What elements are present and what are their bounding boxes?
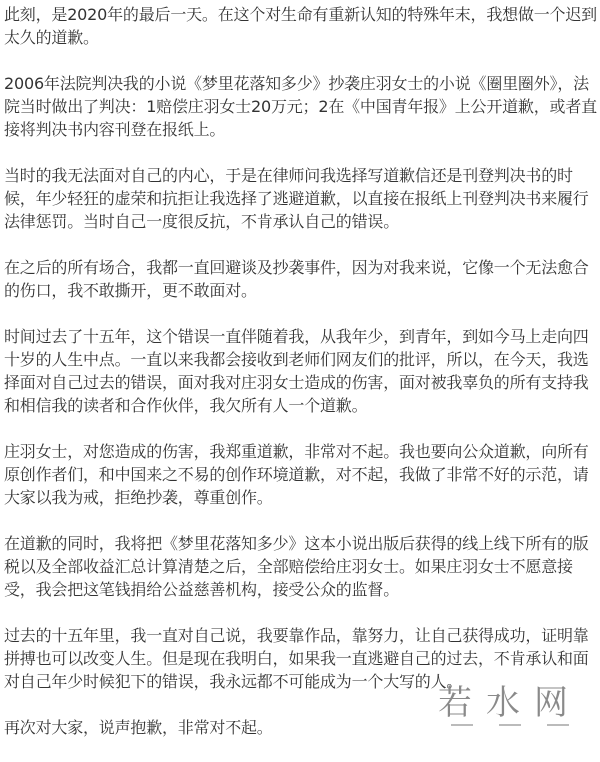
paragraph	[4, 72, 598, 141]
paragraph	[4, 3, 598, 49]
watermark-subtext	[438, 724, 582, 727]
paragraph	[4, 164, 598, 233]
text-line: 在道歉的同时，我将把《梦里花落知多少》这本小说出版后获得的线上线下所有的版	[4, 534, 589, 553]
text-line: 和相信我的读者和合作伙伴，我欠所有人一个道歉。	[4, 396, 368, 415]
watermark-logo	[438, 684, 582, 727]
text-line: 接将判决书内容刊登在报纸上。	[4, 120, 226, 139]
text-line: 择面对自己过去的错误，面对我对庄羽女士造成的伤害，面对被我辜负的所有支持我	[4, 373, 589, 392]
text-line: 十岁的人生中点。一直以来我都会接收到老师们网友们的批评，所以，在今天，我选	[4, 350, 589, 369]
text-line: 再次对大家，说声抱歉，非常对不起。	[4, 718, 273, 737]
text-line: 庄羽女士，对您造成的伤害，我郑重道歉，非常对不起。我也要向公众道歉，向所有	[4, 442, 589, 461]
text-line: 院当时做出了判决：1赔偿庄羽女士20万元；2在《中国青年报》上公开道歉，或者直	[4, 97, 597, 116]
text-line: 太久的道歉。	[4, 28, 99, 47]
text-line: 拼搏也可以改变人生。但是现在我明白，如果我一直逃避自己的过去，不肯承认和面	[4, 649, 589, 668]
article-body	[4, 3, 598, 762]
text-line: 对自己年少时候犯下的错误，我永远都不可能成为一个大写的人。	[4, 672, 463, 691]
text-line: 当时的我无法面对自己的内心，于是在律师问我选择写道歉信还是刊登判决书的时	[4, 166, 573, 185]
text-line: 原创作者们，和中国来之不易的创作环境道歉，对不起，我做了非常不好的示范，请	[4, 465, 589, 484]
text-line: 此刻，是2020年的最后一天。在这个对生命有重新认知的特殊年末，我想做一个迟到	[4, 5, 597, 24]
text-line: 税以及全部收益汇总计算清楚之后，全部赔偿给庄羽女士。如果庄羽女士不愿意接	[4, 557, 573, 576]
text-line: 法律惩罚。当时自己一度很反抗，不肯承认自己的错误。	[4, 212, 400, 231]
paragraph	[4, 325, 598, 417]
text-line: 在之后的所有场合，我都一直回避谈及抄袭事件，因为对我来说，它像一个无法愈合	[4, 258, 589, 277]
text-line: 时间过去了十五年，这个错误一直伴随着我，从我年少，到青年，到如今马上走向四	[4, 327, 589, 346]
paragraph	[4, 440, 598, 509]
text-line: 受，我会把这笔钱捐给公益慈善机构，接受公众的监督。	[4, 580, 400, 599]
text-line: 过去的十五年里，我一直对自己说，我要靠作品，靠努力，让自己获得成功，证明靠	[4, 626, 589, 645]
paragraph	[4, 532, 598, 601]
text-line: 大家以我为戒，拒绝抄袭，尊重创作。	[4, 488, 273, 507]
text-line: 2006年法院判决我的小说《梦里花落知多少》抄袭庄羽女士的小说《圈里圈外》，法	[4, 74, 589, 93]
paragraph	[4, 256, 598, 302]
text-line: 候，年少轻狂的虚荣和抗拒让我选择了逃避道歉，以直接在报纸上刊登判决书来履行	[4, 189, 589, 208]
text-line: 的伤口，我不敢撕开，更不敢面对。	[4, 281, 257, 300]
watermark-text: 若水网	[438, 683, 582, 723]
